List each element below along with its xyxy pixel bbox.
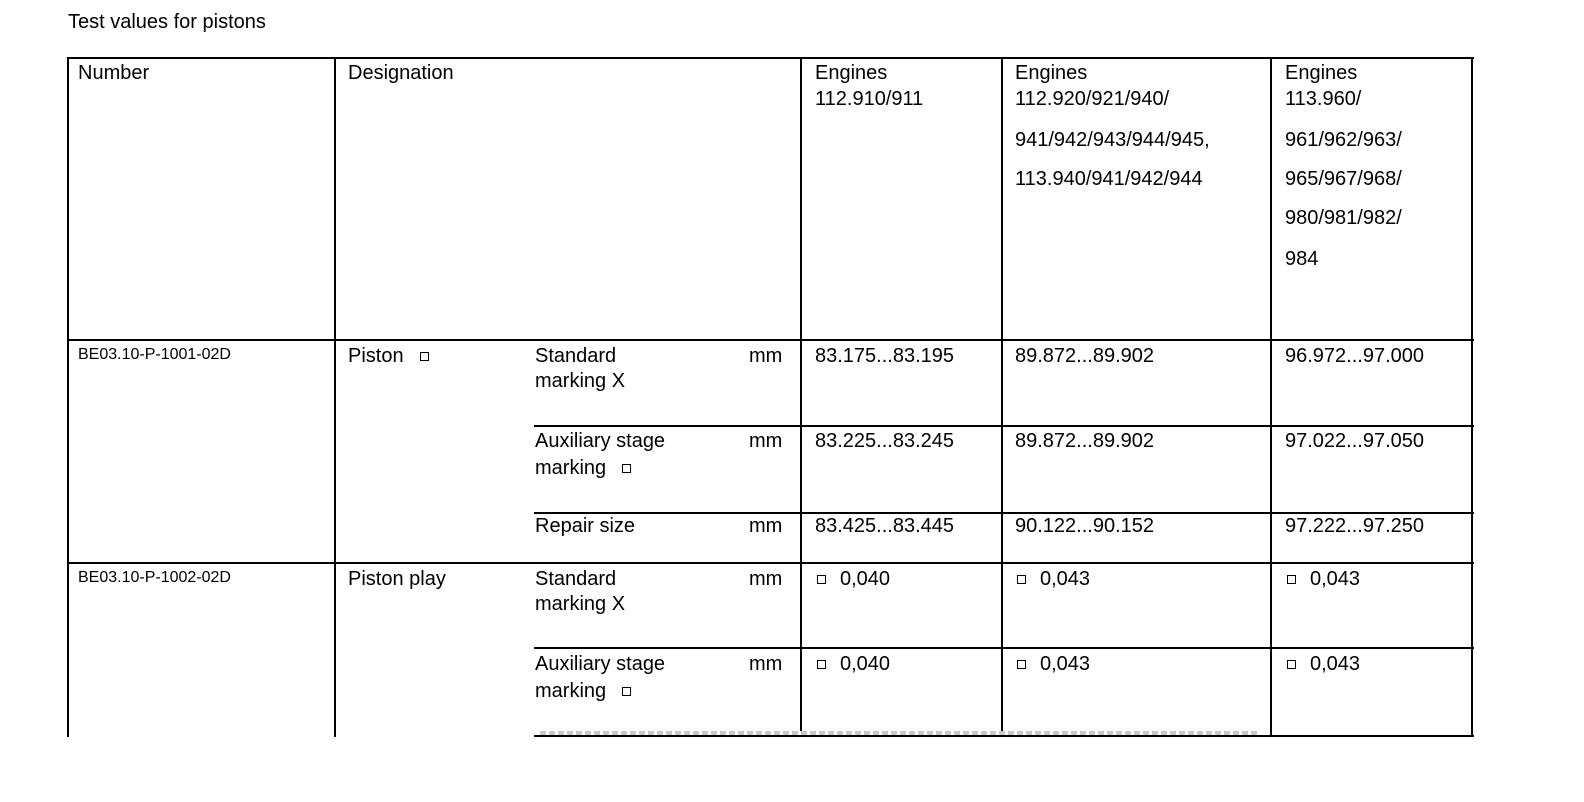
- table-bottom-border: [534, 735, 1474, 737]
- value-text: 0,040: [840, 568, 891, 590]
- unit: mm: [749, 515, 783, 537]
- sub-label: marking: [535, 680, 607, 702]
- missing-glyph-icon: [622, 687, 631, 696]
- cut-off-text-remnant: [540, 731, 1260, 735]
- value-text: 0,043: [1310, 568, 1361, 590]
- header-engines-codes: 113.940/941/942/944: [1015, 168, 1203, 190]
- missing-glyph-icon: [1287, 575, 1296, 584]
- table-right-border: [1471, 57, 1473, 737]
- sub-label: marking X: [535, 370, 626, 392]
- value-text: 0,043: [1040, 653, 1091, 675]
- missing-glyph-icon: [817, 575, 826, 584]
- table-top-border: [67, 57, 1474, 59]
- value-cell: 96.972...97.000: [1285, 345, 1425, 367]
- column-divider: [1001, 57, 1003, 737]
- value-cell: [1287, 651, 1360, 677]
- header-engines-label: Engines: [815, 62, 888, 84]
- designation: [348, 343, 429, 369]
- row-divider: [67, 562, 1474, 564]
- sub-label: Standard: [535, 345, 617, 367]
- value-cell: [1017, 651, 1090, 677]
- header-bottom-border: [67, 339, 1474, 341]
- value-cell: [1287, 566, 1360, 592]
- header-engines-codes: 112.920/921/940/: [1015, 88, 1170, 110]
- value-cell: 97.022...97.050: [1285, 430, 1425, 452]
- sub-label: marking: [535, 457, 607, 479]
- row-divider: [534, 647, 1474, 649]
- value-cell: [817, 651, 890, 677]
- row-divider: [534, 425, 1474, 427]
- designation-label: Piston: [348, 345, 404, 367]
- header-number: Number: [78, 62, 150, 84]
- unit: mm: [749, 430, 783, 452]
- value-cell: [817, 566, 890, 592]
- value-text: 0,043: [1310, 653, 1361, 675]
- value-cell: [1017, 566, 1090, 592]
- header-engines-codes: 112.910/911: [815, 88, 924, 110]
- header-engines-codes: 961/962/963/: [1285, 129, 1402, 151]
- value-cell: 97.222...97.250: [1285, 515, 1425, 537]
- missing-glyph-icon: [1287, 660, 1296, 669]
- test-number: BE03.10-P-1002-02D: [78, 569, 231, 586]
- designation: Piston play: [348, 568, 446, 590]
- header-engines-codes: 941/942/943/944/945,: [1015, 129, 1210, 151]
- missing-glyph-icon: [1017, 660, 1026, 669]
- unit: mm: [749, 568, 783, 590]
- missing-glyph-icon: [817, 660, 826, 669]
- missing-glyph-icon: [1017, 575, 1026, 584]
- test-number: BE03.10-P-1001-02D: [78, 346, 231, 363]
- value-cell: 89.872...89.902: [1015, 345, 1155, 367]
- header-designation: Designation: [348, 62, 454, 84]
- unit: mm: [749, 345, 783, 367]
- header-engines-label: Engines: [1015, 62, 1088, 84]
- sub-label: Auxiliary stage: [535, 653, 666, 675]
- sub-label: Repair size: [535, 515, 636, 537]
- value-text: 0,040: [840, 653, 891, 675]
- sub-label: Standard: [535, 568, 617, 590]
- sub-label-line: [535, 455, 631, 481]
- column-divider: [1270, 57, 1272, 737]
- unit: mm: [749, 653, 783, 675]
- table-left-border: [67, 57, 69, 737]
- value-text: 0,043: [1040, 568, 1091, 590]
- value-cell: 83.425...83.445: [815, 515, 955, 537]
- header-engines-codes: 984: [1285, 248, 1319, 270]
- value-cell: 90.122...90.152: [1015, 515, 1155, 537]
- missing-glyph-icon: [420, 352, 429, 361]
- sub-label: Auxiliary stage: [535, 430, 666, 452]
- value-cell: 83.175...83.195: [815, 345, 955, 367]
- page-title: Test values for pistons: [68, 11, 266, 33]
- sub-label-line: [535, 678, 631, 704]
- value-cell: 83.225...83.245: [815, 430, 955, 452]
- sub-label: marking X: [535, 593, 626, 615]
- header-engines-codes: 965/967/968/: [1285, 168, 1402, 190]
- header-engines-label: Engines: [1285, 62, 1358, 84]
- column-divider: [334, 57, 336, 737]
- missing-glyph-icon: [622, 464, 631, 473]
- column-divider: [800, 57, 802, 737]
- value-cell: 89.872...89.902: [1015, 430, 1155, 452]
- header-engines-codes: 113.960/: [1285, 88, 1362, 110]
- header-engines-codes: 980/981/982/: [1285, 207, 1402, 229]
